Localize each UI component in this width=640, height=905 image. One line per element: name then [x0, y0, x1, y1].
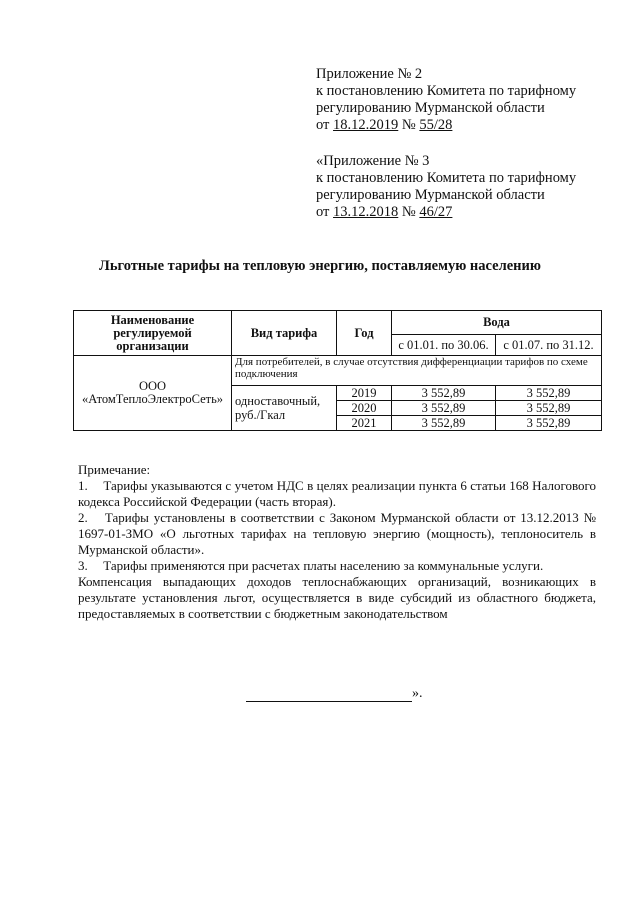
resolution-number: 46/27 [419, 204, 453, 220]
note-item [78, 510, 596, 558]
notes-heading: Примечание: [78, 462, 151, 477]
appendix-header-original [316, 153, 576, 221]
value-period-1: 3 552,89 [392, 416, 496, 431]
tariff-table [73, 310, 602, 431]
year-cell: 2019 [337, 386, 392, 401]
note-text: Тарифы применяются при расчетах платы населению за коммунальные услуги. [103, 558, 544, 573]
appendix-line: регулированию Мурманской области [316, 100, 545, 116]
appendix-date-line [316, 117, 576, 134]
appendix-line: к постановлению Комитета по тарифному [316, 83, 577, 99]
resolution-date: 13.12.2018 [333, 204, 399, 220]
header-period-2: с 01.07. по 31.12. [496, 335, 602, 356]
note-number: 1. [78, 478, 88, 493]
closing-rule [246, 687, 412, 702]
date-prefix: от [316, 204, 330, 220]
appendix-title: «Приложение № 3 [316, 153, 430, 169]
tariff-type-cell: одноставочный, руб./Гкал [232, 386, 337, 431]
table-row [74, 356, 602, 386]
note-text: Тарифы установлены в соответствии с Законом Мурманской области от 13.12.2013 № 1697-01-ЗМО «О льготных тарифах на тепловую энергию (мощность), теплоноситель в Мурманской области». [78, 510, 597, 557]
appendix-line: регулированию Мурманской области [316, 187, 545, 203]
resolution-date: 18.12.2019 [333, 117, 399, 133]
consumer-note: Для потребителей, в случае отсутствия дифференциации тарифов по схеме подключения [232, 356, 602, 386]
resolution-number: 55/28 [419, 117, 453, 133]
table-header-row [74, 311, 602, 335]
note-item [78, 558, 596, 574]
header-period-1: с 01.01. по 30.06. [392, 335, 496, 356]
value-period-1: 3 552,89 [392, 401, 496, 416]
closing-line [246, 686, 423, 702]
note-number: 3. [78, 558, 88, 573]
header-tariff-type: Вид тарифа [232, 311, 337, 356]
year-cell: 2020 [337, 401, 392, 416]
compensation-paragraph: Компенсация выпадающих доходов теплоснабжающих организаций, возникающих в результате установления льгот, осуществляется в виде субсидий из областного бюджета, предоставляемых в соответствии с бюджетным законодательством [78, 574, 596, 621]
appendix-date-line [316, 204, 576, 221]
note-text: Тарифы указываются с учетом НДС в целях реализации пункта 6 статьи 168 Налогового кодекса Российской Федерации (часть вторая). [78, 478, 597, 509]
org-name: «АтомТеплоЭлектроСеть» [81, 392, 224, 406]
value-period-2: 3 552,89 [496, 416, 602, 431]
note-item [78, 478, 596, 510]
header-org: Наименование регулируемой организации [74, 311, 232, 356]
date-prefix: от [316, 117, 330, 133]
year-cell: 2021 [337, 416, 392, 431]
document-title: Льготные тарифы на тепловую энергию, поставляемую населению [99, 258, 541, 274]
closing-quote: ». [412, 686, 423, 701]
value-period-2: 3 552,89 [496, 401, 602, 416]
notes-section [78, 462, 596, 622]
number-sign: № [401, 117, 416, 133]
value-period-2: 3 552,89 [496, 386, 602, 401]
note-number: 2. [78, 510, 88, 525]
appendix-title: Приложение № 2 [316, 66, 423, 82]
appendix-line: к постановлению Комитета по тарифному [316, 170, 577, 186]
org-cell [74, 356, 232, 431]
header-year: Год [337, 311, 392, 356]
appendix-header-current [316, 66, 576, 134]
org-form: ООО [138, 379, 167, 393]
number-sign: № [401, 204, 416, 220]
value-period-1: 3 552,89 [392, 386, 496, 401]
header-water: Вода [392, 311, 602, 335]
